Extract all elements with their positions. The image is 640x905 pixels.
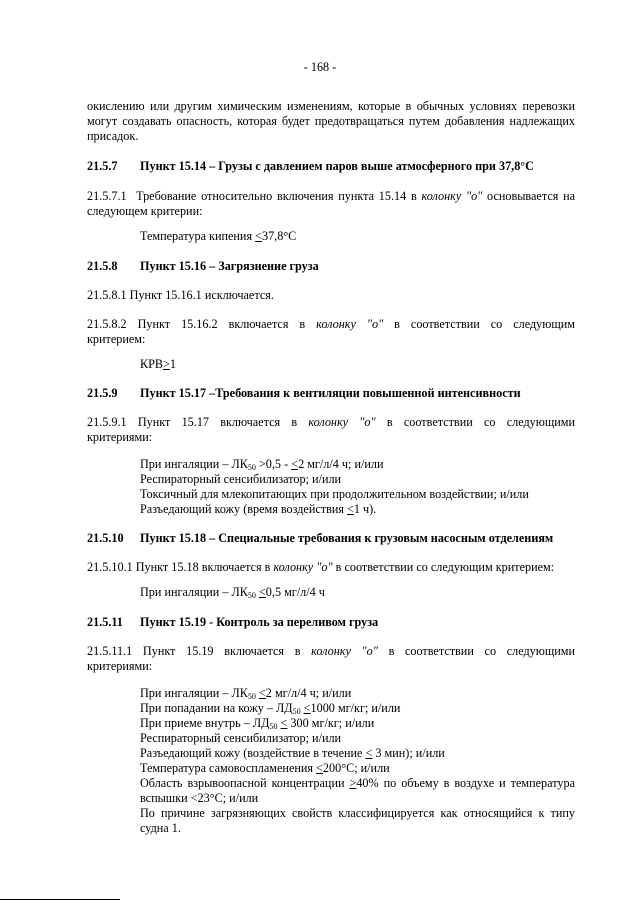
less-equal-sign: <	[365, 746, 373, 760]
subscript: 50	[247, 463, 256, 472]
criterion-value: 2 мг/л/4 ч; и/или	[298, 457, 384, 471]
para-21-5-9-1-text-end: в соответствии со следующими	[375, 415, 575, 429]
para-21-5-9-1-text: 21.5.9.1 Пункт 15.17 включается в	[87, 415, 309, 429]
criterion-boiling-point	[140, 229, 296, 243]
column-o-ref: колонку "о"	[308, 415, 376, 429]
para-21-5-7-1-text-end: основывается на	[482, 189, 576, 203]
subscript: 50	[292, 707, 301, 716]
less-equal-sign: <	[303, 701, 311, 715]
para-21-5-10-1-text-end: в соответствии со следующим критерием:	[332, 560, 555, 574]
criterion-value: 37,8°С	[261, 229, 297, 243]
section-21-5-8-title: Пункт 15.16 – Загрязнение груза	[140, 259, 319, 273]
criterion-text: Область взрывоопасной концентрации	[140, 776, 350, 790]
column-o-ref: колонку "о"	[316, 317, 384, 331]
criterion-value: 2 мг/л/4 ч; и/или	[265, 686, 352, 700]
criterion-toxic-mammals: Токсичный для млекопитающих при продолжительном воздействии; и/или	[140, 487, 529, 501]
less-equal-sign: <	[255, 229, 262, 243]
less-equal-sign: <	[347, 502, 354, 516]
criterion-respiratory: Респираторный сенсибилизатор; и/или	[140, 731, 342, 745]
section-21-5-10-title: Пункт 15.18 – Специальные требования к грузовым насосным отделениям	[140, 531, 554, 545]
intro-line-3: присадок.	[87, 129, 139, 143]
less-equal-sign: <	[258, 585, 266, 599]
criterion-text: Температура кипения	[140, 229, 256, 243]
criterion-value: 1	[169, 357, 177, 371]
para-21-5-7-1-num: 21.5.7.1	[87, 189, 127, 203]
criterion-value: 40% по объему в воздухе и температура	[356, 776, 575, 790]
section-21-5-7-title: Пункт 15.14 – Грузы с давлением паров выше атмосферного при 37,8°С	[140, 159, 534, 173]
para-21-5-7-1-text: Требование относительно включения пункта 15.14 в	[136, 189, 422, 203]
criterion-inhalation	[140, 585, 325, 599]
less-equal-sign: <	[280, 716, 288, 730]
para-21-5-8-2-text: 21.5.8.2 Пункт 15.16.2 включается в	[87, 317, 317, 331]
criterion-text: Температура самовоспламенения	[140, 761, 317, 775]
subscript: 50	[247, 591, 256, 600]
criterion-text: КРВ	[140, 357, 164, 371]
para-21-5-10-1	[87, 560, 554, 574]
criterion-inhalation	[140, 686, 351, 700]
para-21-5-9-1	[87, 415, 575, 429]
para-21-5-9-1-line-2: критериями:	[87, 430, 153, 444]
criterion-value: 3 мин); и/или	[372, 746, 445, 760]
criterion-value: 300 мг/кг; и/или	[287, 716, 375, 730]
criterion-autoignition	[140, 761, 390, 775]
criterion-respiratory: Респираторный сенсибилизатор; и/или	[140, 472, 342, 486]
criterion-text: Разъедающий кожу (время воздействия	[140, 502, 348, 516]
criterion-value: 0,5 мг/л/4 ч	[265, 585, 325, 599]
less-equal-sign: <	[316, 761, 323, 775]
criterion-pollution-line-2: судна 1.	[140, 821, 181, 835]
less-equal-sign: <	[258, 686, 266, 700]
subscript: 50	[269, 722, 278, 731]
section-21-5-9-title: Пункт 15.17 –Требования к вентиляции повышенной интенсивности	[140, 386, 521, 400]
para-21-5-8-1: 21.5.8.1 Пункт 15.16.1 исключается.	[87, 288, 274, 302]
page-number: - 168 -	[303, 60, 337, 74]
criterion-skin-contact	[140, 701, 400, 715]
intro-line-1: окислению или другим химическим изменениям, которые в обычных условиях перевозки	[87, 99, 575, 113]
criterion-text: При ингаляции – ЛК	[140, 585, 248, 599]
criterion-text: При попадании на кожу – ЛД	[140, 701, 293, 715]
para-21-5-8-2-line-2: критерием:	[87, 332, 146, 346]
para-21-5-8-2-text-end: в соответствии со следующим	[383, 317, 575, 331]
criterion-inhalation	[140, 457, 384, 471]
criterion-explosive-range-line-2: вспышки <23°С; и/или	[140, 791, 259, 805]
criterion-oral	[140, 716, 374, 730]
subscript: 50	[247, 692, 256, 701]
criterion-explosive-range	[140, 776, 575, 790]
section-21-5-8-number: 21.5.8	[87, 259, 118, 273]
para-21-5-11-1-text: 21.5.11.1 Пункт 15.19 включается в	[87, 644, 312, 658]
criterion-pollution: По причине загрязняющих свойств классифицируется как относящийся к типу	[140, 806, 575, 820]
section-21-5-11-number: 21.5.11	[87, 615, 123, 629]
column-o-ref: колонку "о"	[311, 644, 378, 658]
para-21-5-7-1-line-2: следующем критерии:	[87, 204, 203, 218]
section-21-5-11-title: Пункт 15.19 - Контроль за переливом груза	[140, 615, 379, 629]
criterion-text: При ингаляции – ЛК	[140, 457, 248, 471]
para-21-5-8-2	[87, 317, 575, 331]
section-21-5-10-number: 21.5.10	[87, 531, 124, 545]
column-o-ref: колонку "о"	[273, 560, 333, 574]
section-21-5-7-number: 21.5.7	[87, 159, 118, 173]
footnote-separator	[0, 899, 120, 900]
para-21-5-11-1-line-2: критериями:	[87, 659, 153, 673]
criterion-skin-corrosive	[140, 746, 445, 760]
criterion-text: >0,5 -	[255, 457, 292, 471]
criterion-text: При приеме внутрь – ЛД	[140, 716, 270, 730]
criterion-value: 1000 мг/кг; и/или	[310, 701, 401, 715]
less-equal-sign: <	[291, 457, 299, 471]
column-o-ref: колонку "о"	[421, 189, 483, 203]
criterion-value: 1 ч).	[353, 502, 377, 516]
para-21-5-11-1-text-end: в соответствии со следующими	[377, 644, 575, 658]
para-21-5-11-1	[87, 644, 575, 658]
criterion-skin-corrosive	[140, 502, 376, 516]
para-21-5-7-1	[87, 189, 575, 203]
criterion-text: Разъедающий кожу (воздействие в течение	[140, 746, 366, 760]
criterion-krv	[140, 357, 176, 371]
greater-equal-sign: >	[163, 357, 170, 371]
criterion-text: При ингаляции – ЛК	[140, 686, 248, 700]
para-21-5-10-1-text: 21.5.10.1 Пункт 15.18 включается в	[87, 560, 274, 574]
intro-line-2: могут создавать опасность, которая будет предотвращаться путем добавления надлежащих	[87, 114, 575, 128]
criterion-value: 200°С; и/или	[322, 761, 390, 775]
section-21-5-9-number: 21.5.9	[87, 386, 118, 400]
greater-equal-sign: >	[349, 776, 357, 790]
